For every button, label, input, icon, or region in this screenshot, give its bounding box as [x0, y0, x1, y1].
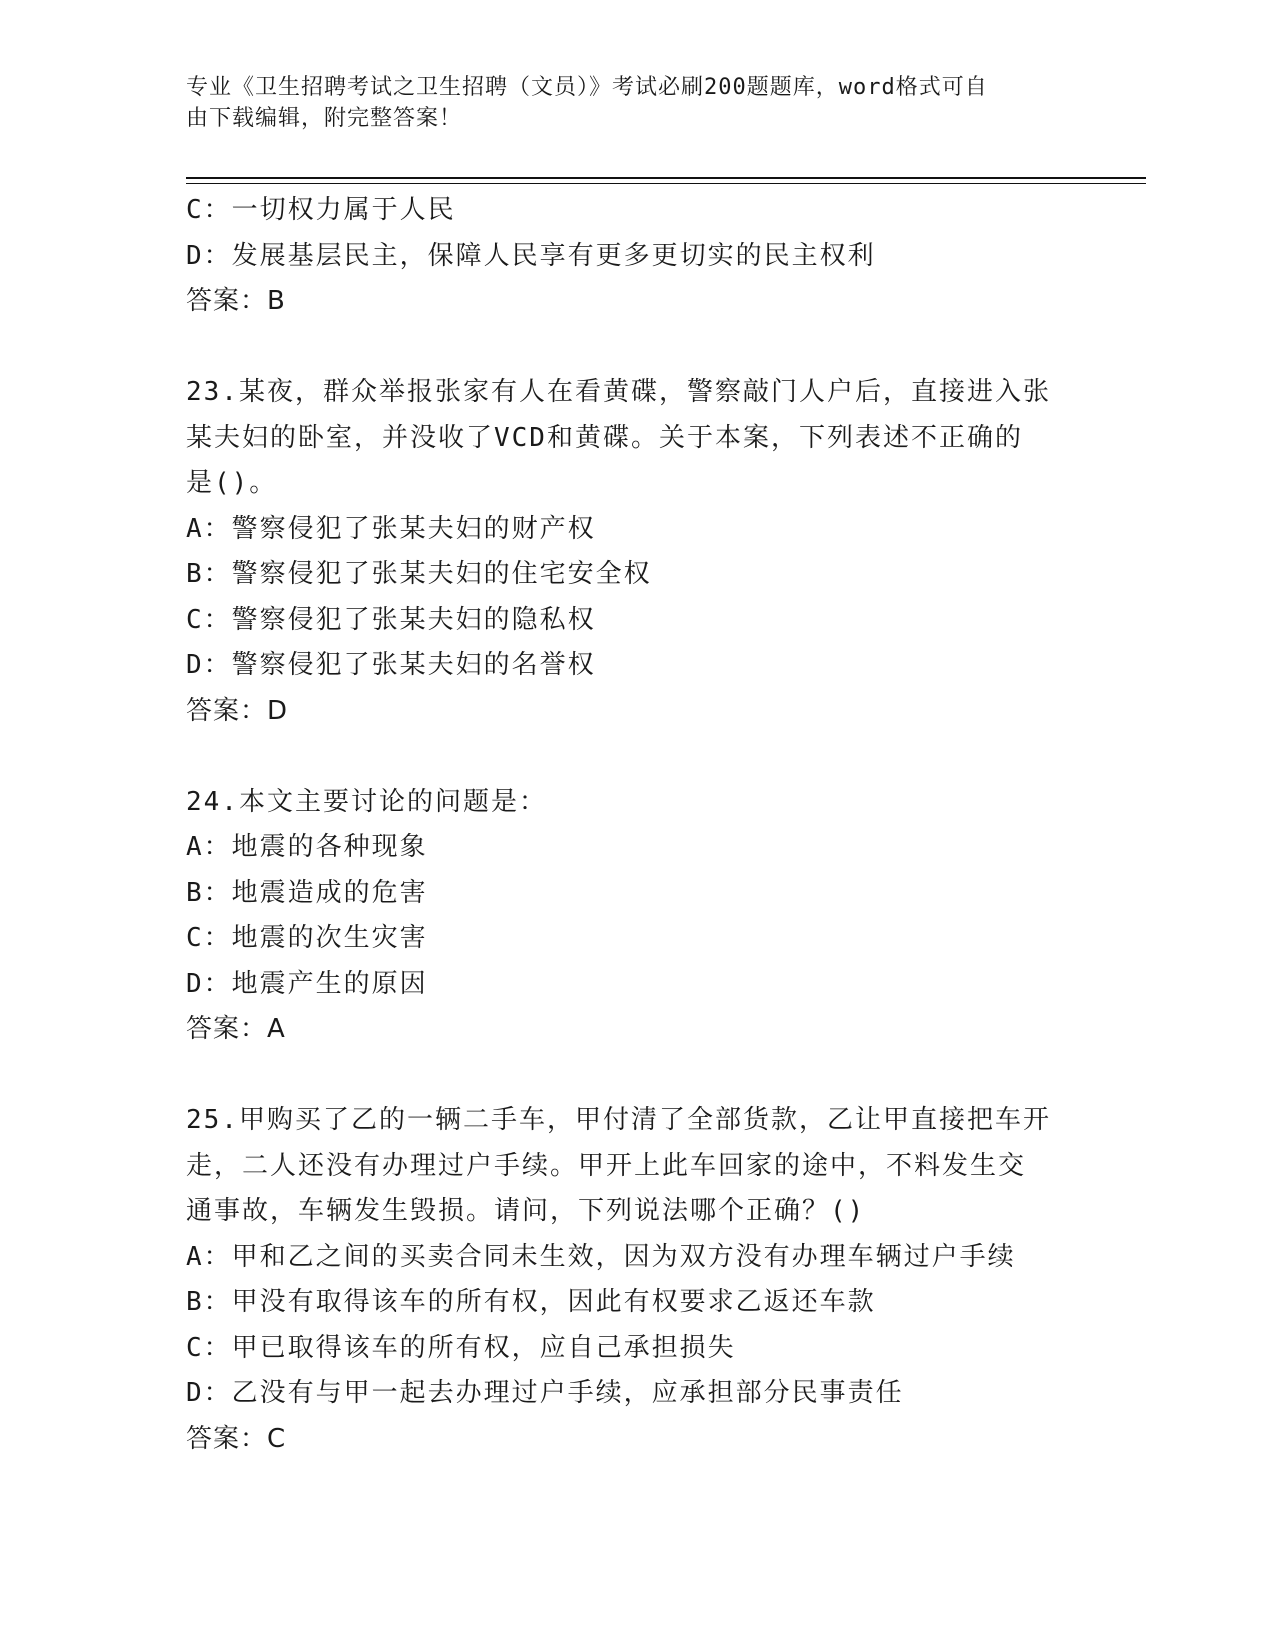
answer-label: 答案：B: [186, 286, 286, 316]
option-a: A：甲和乙之间的买卖合同未生效，因为双方没有办理车辆过户手续: [186, 1241, 1016, 1272]
option-b: B：警察侵犯了张某夫妇的住宅安全权: [186, 559, 652, 589]
option-c: C：地震的次生灾害: [186, 923, 428, 953]
question-24: [186, 780, 1146, 1053]
answer-label: 答案：C: [186, 1423, 287, 1454]
header-rule-thick: [186, 177, 1146, 179]
answer-label: 答案：A: [186, 1014, 286, 1044]
document-header: [186, 72, 1066, 134]
option-b: B：地震造成的危害: [186, 877, 428, 908]
question-stem-line: 某夫妇的卧室，并没收了VCD和黄碟。关于本案，下列表述不正确的: [186, 422, 1023, 453]
option-c: C：一切权力属于人民: [186, 195, 456, 225]
document-body: [186, 188, 1146, 1508]
option-d: D：乙没有与甲一起去办理过户手续，应承担部分民事责任: [186, 1378, 904, 1408]
option-c: C：甲已取得该车的所有权，应自己承担损失: [186, 1332, 736, 1363]
header-line-2: 由下载编辑，附完整答案！: [186, 106, 463, 131]
option-d: D：警察侵犯了张某夫妇的名誉权: [186, 650, 596, 680]
question-25: [186, 1098, 1146, 1462]
question-stem-line: 23.某夜，群众举报张家有人在看黄碟，警察敲门人户后，直接进入张: [186, 377, 1051, 407]
header-line-1: 专业《卫生招聘考试之卫生招聘（文员）》考试必刷200题题库，word格式可自: [186, 75, 988, 100]
option-a: A：地震的各种现象: [186, 832, 428, 862]
question-stem-line: 通事故，车辆发生毁损。请问，下列说法哪个正确？(): [186, 1196, 866, 1226]
option-d: D：发展基层民主，保障人民享有更多更切实的民主权利: [186, 240, 876, 271]
option-b: B：甲没有取得该车的所有权，因此有权要求乙返还车款: [186, 1287, 876, 1317]
option-c: C：警察侵犯了张某夫妇的隐私权: [186, 604, 596, 635]
header-rule-thin: [186, 183, 1146, 184]
option-d: D：地震产生的原因: [186, 968, 428, 999]
question-23: [186, 370, 1146, 734]
question-22-continued: [186, 188, 1146, 325]
question-stem-line: 24.本文主要讨论的问题是：: [186, 786, 547, 817]
question-stem-line: 是()。: [186, 468, 278, 498]
question-stem-line: 走，二人还没有办理过户手续。甲开上此车回家的途中，不料发生交: [186, 1150, 1027, 1181]
question-stem-line: 25.甲购买了乙的一辆二手车，甲付清了全部货款，乙让甲直接把车开: [186, 1105, 1051, 1135]
option-a: A：警察侵犯了张某夫妇的财产权: [186, 513, 596, 544]
answer-label: 答案：D: [186, 695, 289, 726]
